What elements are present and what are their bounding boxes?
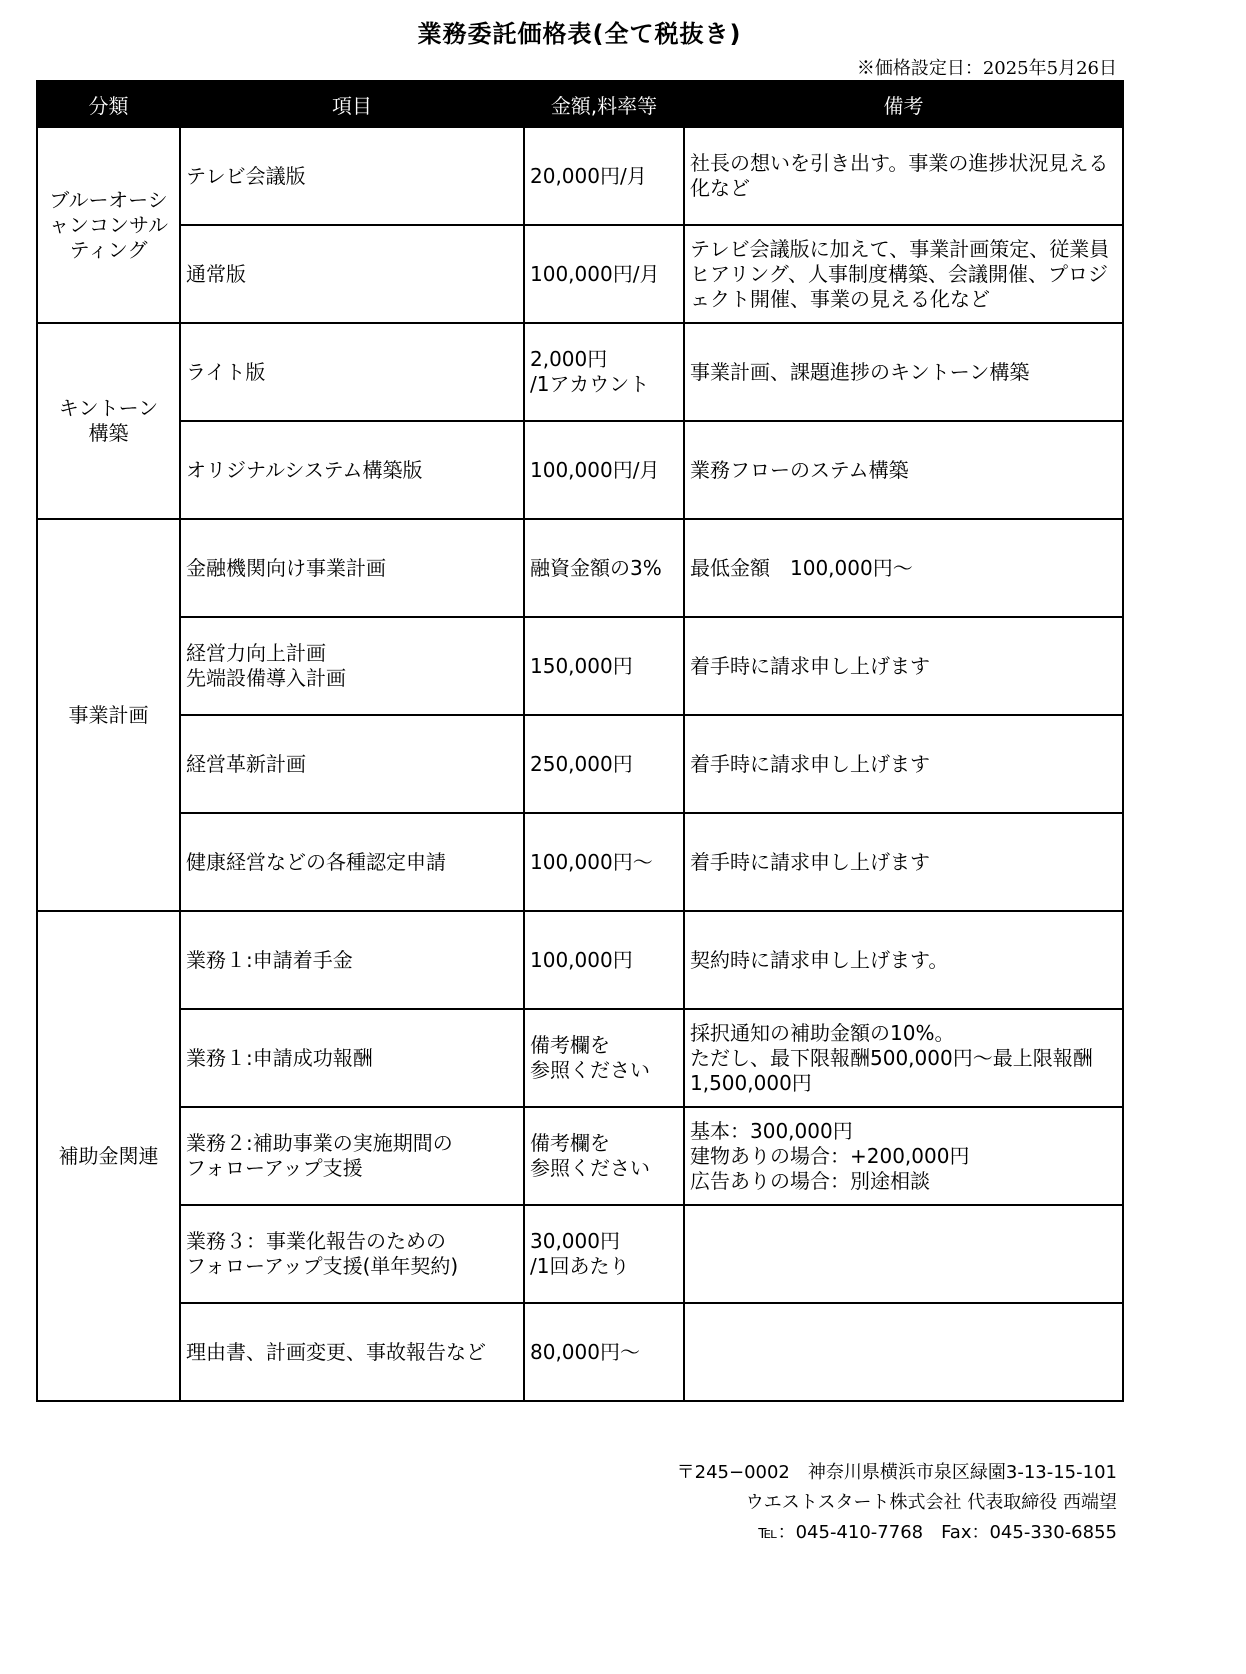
table-row	[37, 911, 1123, 1009]
table-row	[37, 1009, 1123, 1107]
price-cell	[524, 1107, 684, 1205]
item-text: 理由書、計画変更、事故報告など	[186, 1339, 486, 1364]
item-cell	[180, 421, 524, 519]
footer-contact: ℡：045-410-7768 Fax：045-330-6855	[758, 1522, 1117, 1543]
header-category: 分類	[37, 81, 180, 127]
item-cell	[180, 127, 524, 225]
price-date-note: ※価格設定日：2025年5月26日	[856, 58, 1117, 79]
price-text: 2,000円 /1アカウント	[530, 347, 650, 396]
category-label: 事業計画	[68, 702, 149, 727]
header-price: 金額,料率等	[524, 81, 684, 127]
category-label: ブルーオーシャンコンサルティング	[49, 187, 168, 262]
item-cell	[180, 1303, 524, 1401]
item-text: 通常版	[186, 261, 246, 286]
notes-text: 社長の想いを引き出す。事業の進捗状況見える化など	[690, 151, 1109, 200]
notes-cell	[684, 1107, 1123, 1205]
notes-text: 着手時に請求申し上げます	[690, 849, 930, 874]
category-label: 補助金関連	[58, 1143, 159, 1168]
table-row	[37, 715, 1123, 813]
table-row	[37, 617, 1123, 715]
notes-text: 基本：300,000円 建物ありの場合：+200,000円 広告ありの場合：別途相談	[690, 1118, 970, 1193]
item-text: 業務２:補助事業の実施期間の フォローアップ支援	[186, 1131, 453, 1180]
price-cell	[524, 715, 684, 813]
table-body	[37, 127, 1123, 1401]
footer-address: 〒245−0002 神奈川県横浜市泉区緑園3-13-15-101	[676, 1462, 1117, 1483]
item-text: 経営力向上計画 先端設備導入計画	[186, 641, 346, 690]
notes-text: 事業計画、課題進捗のキントーン構築	[690, 359, 1030, 384]
item-cell	[180, 1107, 524, 1205]
item-cell	[180, 1009, 524, 1107]
notes-cell	[684, 911, 1123, 1009]
price-text: 融資金額の3%	[530, 555, 662, 580]
price-text: 100,000円	[530, 947, 633, 972]
price-cell	[524, 127, 684, 225]
table-row	[37, 1107, 1123, 1205]
price-text: 備考欄を 参照ください	[530, 1033, 650, 1082]
price-text: 150,000円	[530, 653, 633, 678]
notes-text: 着手時に請求申し上げます	[690, 653, 930, 678]
item-text: 経営革新計画	[186, 751, 306, 776]
table-row	[37, 421, 1123, 519]
item-cell	[180, 715, 524, 813]
notes-cell	[684, 225, 1123, 323]
item-text: ライト版	[186, 359, 266, 384]
item-cell	[180, 519, 524, 617]
header-item: 項目	[180, 81, 524, 127]
price-text: 備考欄を 参照ください	[530, 1131, 650, 1180]
page-title: 業務委託価格表(全て税抜き)	[417, 20, 742, 48]
table-row	[37, 1205, 1123, 1303]
table-row	[37, 519, 1123, 617]
company-footer	[677, 1458, 1117, 1548]
item-text: オリジナルシステム構築版	[186, 457, 423, 482]
notes-cell	[684, 1205, 1123, 1303]
price-text: 30,000円 /1回あたり	[530, 1229, 630, 1278]
item-text: 金融機関向け事業計画	[186, 555, 386, 580]
item-cell	[180, 323, 524, 421]
price-text: 100,000円/月	[530, 261, 660, 286]
table-row	[37, 1303, 1123, 1401]
notes-cell	[684, 127, 1123, 225]
price-cell	[524, 421, 684, 519]
category-cell	[37, 323, 180, 519]
category-cell	[37, 127, 180, 323]
notes-cell	[684, 1009, 1123, 1107]
item-cell	[180, 911, 524, 1009]
price-cell	[524, 519, 684, 617]
header-notes: 備考	[684, 81, 1123, 127]
item-cell	[180, 813, 524, 911]
table-row	[37, 323, 1123, 421]
table-row	[37, 127, 1123, 225]
item-text: 業務１:申請着手金	[186, 947, 353, 972]
price-cell	[524, 323, 684, 421]
notes-cell	[684, 715, 1123, 813]
notes-text: 着手時に請求申し上げます	[690, 751, 930, 776]
item-cell	[180, 225, 524, 323]
table-row	[37, 225, 1123, 323]
price-cell	[524, 1009, 684, 1107]
price-cell	[524, 911, 684, 1009]
notes-text: 業務フローのステム構築	[690, 457, 909, 482]
item-cell	[180, 1205, 524, 1303]
notes-text: テレビ会議版に加えて、事業計画策定、従業員ヒアリング、人事制度構築、会議開催、プロジェクト開催、事業の見える化など	[690, 236, 1110, 311]
price-text: 100,000円～	[530, 849, 653, 874]
price-text: 80,000円～	[530, 1339, 640, 1364]
price-cell	[524, 1205, 684, 1303]
notes-text: 採択通知の補助金額の10%。 ただし、最下限報酬500,000円～最上限報酬1,500,000円	[690, 1020, 1093, 1095]
notes-cell	[684, 323, 1123, 421]
notes-cell	[684, 519, 1123, 617]
price-text: 250,000円	[530, 751, 633, 776]
notes-text: 最低金額 100,000円～	[690, 555, 913, 580]
footer-company: ウエストスタート株式会社 代表取締役 西端望	[745, 1492, 1117, 1513]
item-text: 業務３：事業化報告のための フォローアップ支援(単年契約)	[186, 1229, 459, 1278]
category-label: キントーン構築	[58, 396, 159, 445]
notes-cell	[684, 813, 1123, 911]
item-text: 業務１:申請成功報酬	[186, 1045, 373, 1070]
price-cell	[524, 1303, 684, 1401]
notes-cell	[684, 421, 1123, 519]
category-cell	[37, 911, 180, 1401]
item-cell	[180, 617, 524, 715]
price-cell	[524, 813, 684, 911]
notes-cell	[684, 1303, 1123, 1401]
item-text: テレビ会議版	[186, 163, 306, 188]
price-text: 100,000円/月	[530, 457, 660, 482]
table-header-row	[37, 81, 1123, 127]
notes-cell	[684, 617, 1123, 715]
item-text: 健康経営などの各種認定申請	[186, 849, 446, 874]
notes-text: 契約時に請求申し上げます。	[690, 947, 949, 972]
price-cell	[524, 617, 684, 715]
category-cell	[37, 519, 180, 911]
price-text: 20,000円/月	[530, 163, 647, 188]
price-table	[36, 80, 1124, 1402]
table-row	[37, 813, 1123, 911]
price-cell	[524, 225, 684, 323]
